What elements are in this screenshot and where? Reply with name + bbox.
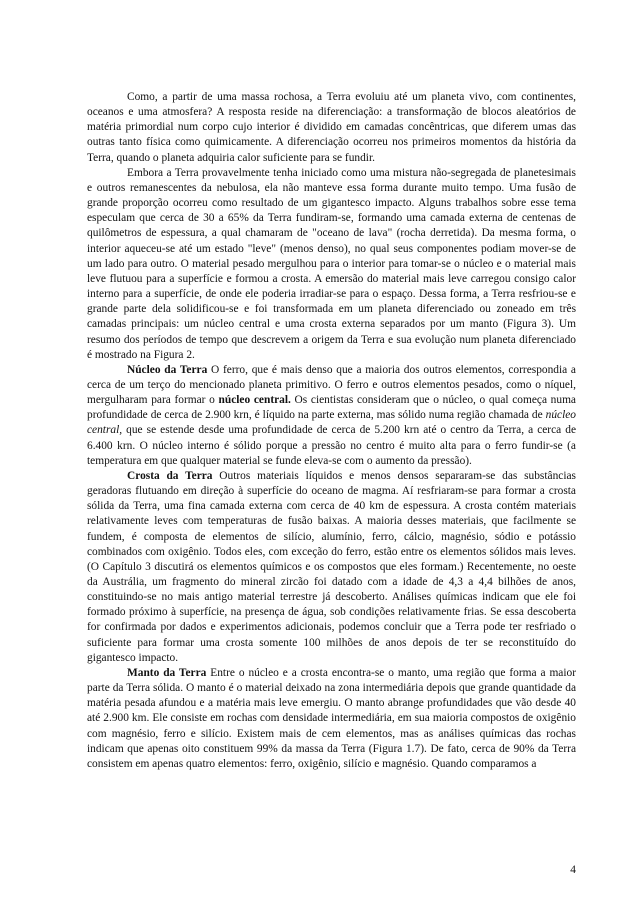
paragraph-earth-crust [87, 469, 576, 666]
text-run: O ferro, que é mais denso que a maioria dos outros elementos, correspondia a cerca de um terço do mencionado planeta primitivo. O ferro e outros elementos pesados, como o níquel, mergulharam para formar o [87, 363, 576, 407]
page-number: 4 [570, 864, 576, 876]
bold-term: Manto da Terra [127, 666, 207, 679]
bold-term: Crosta da Terra [127, 469, 213, 482]
bold-term: núcleo central. [218, 394, 291, 407]
text-run: Como, a partir de uma massa rochosa, a Terra evoluiu até um planeta vivo, com continentes, oceanos e uma atmosfera? A resposta reside na diferenciação: a transformação de blocos aleatórios de matéria primordial num corpo cujo interior é dividido em camadas concêntricas, que diferem umas das outras tanto física como quimicamente. A diferenciação ocorreu nos primeiros momentos da história da Terra, quando o planeta adquiria calor suficiente para se fundir. [87, 91, 576, 164]
paragraph-earth-mantle [87, 666, 576, 772]
paragraph-intro [87, 90, 576, 166]
italic-term: núcleo central, [87, 409, 576, 437]
text-run: Embora a Terra provavelmente tenha iniciado como uma mistura não-segregada de planetesimais e outros remanescentes da nebulosa, ela não manteve essa forma durante muito tempo. Uma fusão de grande proporção ocorreu como resultado de um gigantesco impacto. Alguns trabalhos sobre esse tema especulam que cerca de 30 a 65% da Terra fundiram-se, formando uma camada externa de centenas de quilômetros de espessura, a qual chamaram de "oceano de lava" (rocha derretida). Da mesma forma, o interior aqueceu-se até um estado "leve" (menos denso), no qual seus componentes podiam mover-se de um lado para outro. O material pesado mergulhou para o interior para tomar-se o núcleo e o material mais leve flutuou para a superfície e formou a crosta. A emersão do material mais leve carregou consigo calor interno para a superfície, de onde ele poderia irradiar-se para o espaço. Dessa forma, a Terra resfriou-se e grande parte dela solidificou-se e foi transformada em um planeta diferenciado ou zoneado em três camadas principais: um núcleo central e uma crosta externa separados por um manto (Figura 3). Um resumo dos períodos de tempo que descrevem a origem da Terra e sua evolução num planeta diferenciado é mostrado na Figura 2. [87, 166, 576, 361]
text-run: Os cientistas consideram que o núcleo, o qual começa numa profundidade de cerca de 2.900 krn, é líquido na parte externa, mas sólido numa região chamada de [87, 394, 576, 422]
paragraph-differentiation [87, 166, 576, 363]
text-run: Entre o núcleo e a crosta encontra-se o manto, uma região que forma a maior parte da Terra sólida. O manto é o material deixado na zona intermediária depois que grande quantidade da matéria pesada afundou e a matéria mais leve emergiu. O manto abrange profundidades que vão desde 40 até 2.900 km. Ele consiste em rochas com densidade intermediária, em sua maioria compostos de oxigênio com magnésio, ferro e silício. Existem mais de cem elementos, mas as análises químicas das rochas indicam que apenas oito constituem 99% da massa da Terra (Figura 1.7). De fato, cerca de 90% da Terra consistem em apenas quatro elementos: ferro, oxigênio, silício e magnésio. Quando comparamos a [87, 666, 577, 770]
text-run: que se estende desde uma profundidade de cerca de 5.200 krn até o centro da Terra, a cerca de 6.400 krn. O núcleo interno é sólido porque a pressão no centro é muito alta para o ferro fundir-se (a temperatura em que qualquer material se funde eleva-se com o aumento da pressão). [87, 424, 576, 467]
paragraph-earth-core [87, 363, 576, 469]
document-body [87, 90, 576, 772]
bold-term: Núcleo da Terra [127, 363, 208, 376]
text-run: Outros materiais líquidos e menos densos separaram-se das substâncias geradoras flutuando em direção à superfície do oceano de magma. Aí resfriaram-se para formar a crosta sólida da Terra, uma fina camada externa com cerca de 40 km de espessura. A crosta contém materiais relativamente leves com temperaturas de fusão baixas. A maioria desses materiais, que facilmente se fundem, é composta de elementos de silício, alumínio, ferro, cálcio, magnésio, sódio e potássio combinados com oxigênio. Todos eles, com exceção do ferro, estão entre os elementos sólidos mais leves. (O Capítulo 3 discutirá os elementos químicos e os compostos que eles formam.) Recentemente, no oeste da Austrália, um fragmento do mineral zircão foi datado com a idade de 4,3 a 4,4 bilhões de anos, constituindo-se no mais antigo material terrestre já descoberto. Análises químicas indicam que ele foi formado próximo à superfície, na presença de água, sob condições relativamente frias. Se essa descoberta for confirmada por dados e experimentos adicionais, podemos concluir que a Terra pode ter resfriado o suficiente para formar uma crosta somente 100 milhões de anos depois de ter se reconstituído do gigantesco impacto. [87, 469, 576, 664]
